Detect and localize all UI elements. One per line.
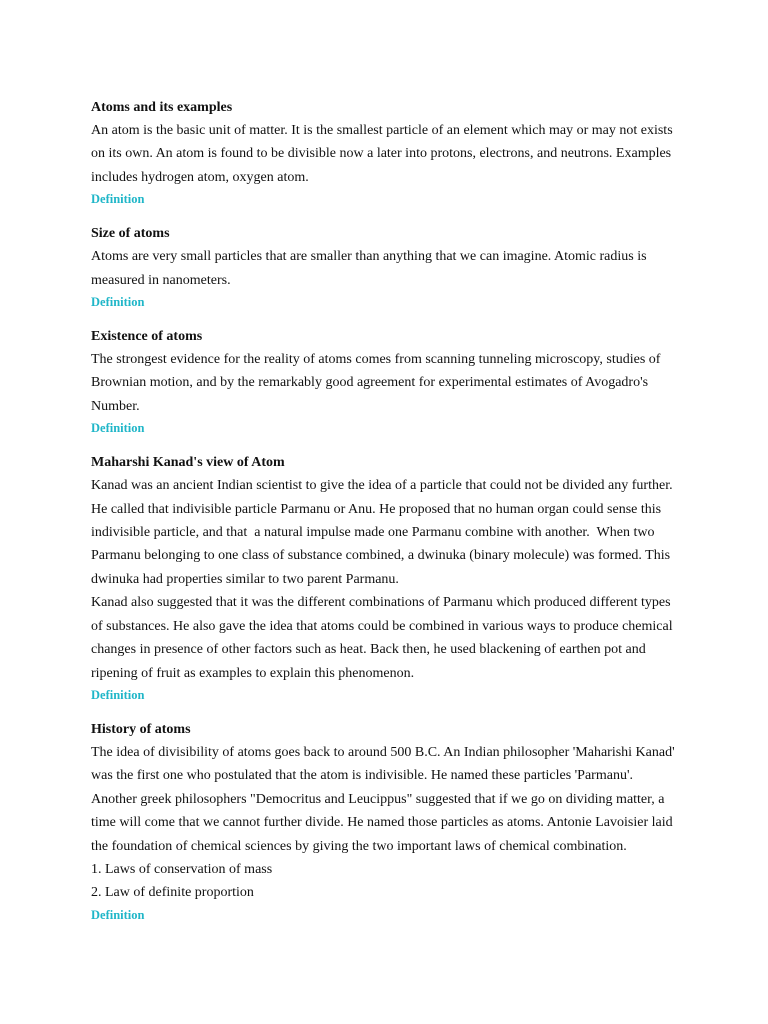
section-size-of-atoms: [91, 223, 681, 312]
definition-link[interactable]: Definition: [91, 192, 145, 207]
section-heading: Maharshi Kanad's view of Atom: [91, 455, 285, 471]
section-heading: Existence of atoms: [91, 329, 203, 345]
section-paragraph: Kanad also suggested that it was the different combinations of Parmanu which produced different types of substances. He also gave the idea that atoms could be combined in various ways to produce chemical changes in presence of other factors such as heat. Back then, he used blackening of earthen pot and ripening of fruit as examples to explain this phenomenon.: [91, 595, 677, 681]
definition-link[interactable]: Definition: [91, 295, 145, 310]
section-heading: Size of atoms: [91, 226, 170, 242]
section-existence-of-atoms: [91, 326, 681, 438]
section-history-of-atoms: [91, 719, 681, 925]
section-paragraph: Atoms are very small particles that are smaller than anything that we can imagine. Atomic radius is measured in nanometers.: [91, 249, 651, 288]
section-paragraph: The idea of divisibility of atoms goes back to around 500 B.C. An Indian philosopher 'Maharishi Kanad' was the first one who postulated that the atom is indivisible. He named these particles 'Parmanu'. Another greek philosophers "Democritus and Leucippus" suggested that if we go on dividing matter, a time will come that we cannot further divide. He named those particles as atoms. Antonie Lavoisier laid the foundation of chemical sciences by giving the two important laws of chemical combination.: [91, 744, 679, 854]
definition-link[interactable]: Definition: [91, 421, 145, 436]
section-paragraph: The strongest evidence for the reality of atoms comes from scanning tunneling microscopy, studies of Brownian motion, and by the remarkably good agreement for experimental estimates of Avogadro's Number.: [91, 352, 664, 414]
definition-link[interactable]: Definition: [91, 907, 145, 922]
section-heading: History of atoms: [91, 721, 191, 737]
section-paragraph: Kanad was an ancient Indian scientist to give the idea of a particle that could not be divided any further. He called that indivisible particle Parmanu or Anu. He proposed that no human organ could sense this indivisible particle, and that a natural impulse made one Parmanu combine with another. When two Parmanu belonging to one class of substance combined, a dwinuka (binary molecule) was formed. This dwinuka had properties similar to two parent Parmanu.: [91, 478, 677, 587]
list-item: 1. Laws of conservation of mass: [91, 861, 273, 877]
section-paragraph: An atom is the basic unit of matter. It is the smallest particle of an element which may or may not exists on its own. An atom is found to be divisible now a later into protons, electrons, and neutrons. Examples includes hydrogen atom, oxygen atom.: [91, 123, 677, 185]
document-page: [91, 97, 681, 939]
section-kanad-view: [91, 452, 681, 705]
section-heading: Atoms and its examples: [91, 100, 233, 115]
definition-link[interactable]: Definition: [91, 687, 145, 702]
list-item: 2. Law of definite proportion: [91, 885, 254, 901]
section-atoms-and-examples: [91, 97, 681, 209]
